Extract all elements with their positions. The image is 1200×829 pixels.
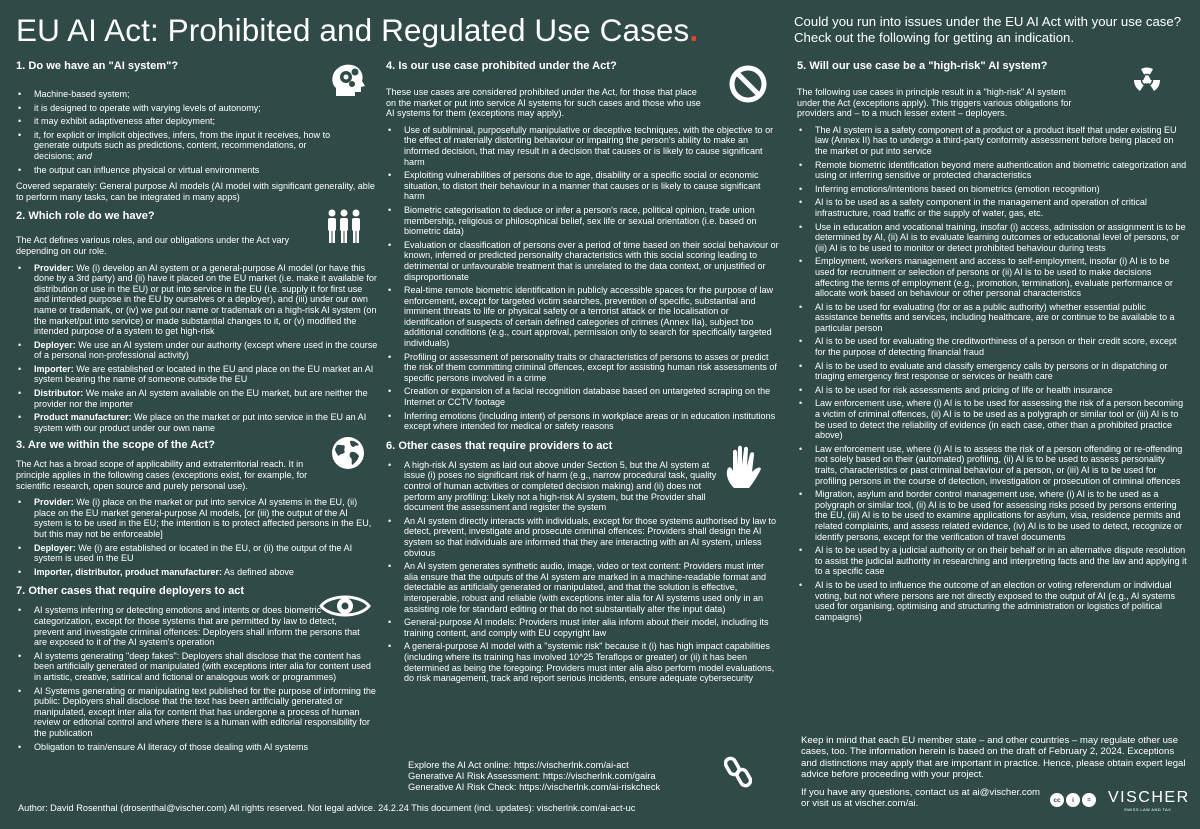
brand-logo: VISCHER — [1108, 789, 1190, 806]
section-deployers — [16, 585, 378, 752]
list-item: • AI is to be used for evaluating the creditworthiness of a person or their credit score, except for the purpose of detecting financial fraud — [797, 336, 1187, 357]
keep-in-mind-note: Keep in mind that each EU member state – and other countries – may regulate other use cases, too. The information herein is based on the draft of February 2, 2024. Exceptions and distinctions may apply that are important in practice. Hence, please obtain expert legal advice before proceeding with your project. — [801, 735, 1186, 780]
list-item: • Evaluation or classification of persons over a period of time based on their social behaviour or known, inferred or predicted personality characteristics with this social scoring leading to detrimental or unfavourable treatment that is unrelated to the data context, or unjustified or disproportionate — [386, 240, 779, 282]
link-riskcheck[interactable]: Generative AI Risk Check: https://vischerlnk.com/ai-riskcheck — [408, 782, 661, 792]
list-item: • Biometric categorisation to deduce or infer a person's race, political opinion, trade union membership, religious or philosophical belief, sex life or sexual orientation (i.e. based on biometric data) — [386, 205, 779, 237]
section-intro: These use cases are considered prohibited under the Act, for those that place on the market or put into service AI systems for such cases and those who use AI systems for them (exceptions may apply). — [386, 87, 701, 119]
list-item: • Use of subliminal, purposefully manipulative or deceptive techniques, with the objective to or the effect of materially distorting behaviour or impairing the person's ability to make an informed decision, that may result in a decision that causes or is likely to cause significant harm — [386, 125, 779, 167]
list-item: • AI is to be used to influence the outcome of an election or voting referendum or individual voting, but not where persons are not directly exposed to the output of AI (e.g., AI systems used for organising, optimising and structuring the administration or logistics of political campaigns) — [797, 580, 1187, 622]
list-item: • Profiling or assessment of personality traits or characteristics of persons to asses or predict the risk of them committing criminal offences, except for assisting human risk assessments of specific persons involved in a crime — [386, 352, 779, 384]
cc-icon: cc — [1050, 793, 1064, 807]
list-item: • A high-risk AI system as laid out above under Section 5, but the AI system at issue (i) poses no significant risk of harm (e.g., narrow procedural task, quality control of human activities or completed decision making) and (ii) does not perform any profiling: Likely not a high-risk AI system, but the Provider shall document the assessment and register the system — [386, 460, 779, 513]
people-group-icon — [324, 208, 364, 244]
column-2 — [386, 60, 779, 690]
column-3 — [797, 60, 1187, 628]
globe-icon — [330, 435, 366, 471]
section-heading: 1. Do we have an "AI system"? — [16, 60, 179, 72]
link-ai-act[interactable]: Explore the AI Act online: https://vischerlnk.com/ai-act — [408, 760, 629, 770]
list-item: • it is designed to operate with varying levels of autonomy; — [16, 103, 378, 114]
list-item: • Importer: We are established or located in the EU and place on the EU market an AI system bearing the name of someone outside the EU — [16, 364, 378, 385]
list-item: • Use in education and vocational training, insofar (i) access, admission or assignment is to be determined by AI, (ii) AI is to evaluate learning outcomes or educational level of persons, or (iii) AI is to be used to monitor or detect prohibited behaviour during tests — [797, 222, 1187, 254]
section-providers — [386, 440, 779, 684]
list-item: • it may exhibit adaptiveness after deployment; — [16, 116, 378, 127]
radiation-icon — [1127, 60, 1167, 100]
list-item: • it, for explicit or implicit objectives, infers, from the input it receives, how to generate outputs such as predictions, content, recommendations, or decisions; and — [16, 130, 378, 162]
page-title: EU AI Act: Prohibited and Regulated Use Cases. — [16, 12, 699, 48]
section-heading: 4. Is our use case prohibited under the Act? — [386, 60, 617, 72]
section-scope — [16, 439, 378, 577]
list-item: • Remote biometric identification beyond mere authentication and biometric categorization and using or inferring sensitive or protected characteristics — [797, 160, 1187, 181]
section-role — [16, 210, 378, 433]
list-item: • AI is to be used as a safety component in the management and operation of critical infrastructure, road traffic or the supply of water, gas, etc. — [797, 197, 1187, 218]
list-item: • An AI system directly interacts with individuals, except for those systems authorised by law to detect, prevent, investigate and prosecute criminal offences: Providers shall design the AI system so that individuals are informed that they are interacting with an AI system, unless obvious — [386, 516, 779, 558]
list-item: • Machine-based system; — [16, 89, 378, 100]
list-item: • General-purpose AI models: Providers must inter alia inform about their model, including its training content, and comply with EU copyright law — [386, 617, 779, 638]
link-gaira[interactable]: Generative AI Risk Assessment: https://vischerlnk.com/gaira — [408, 771, 656, 781]
section-high-risk — [797, 60, 1187, 622]
resource-links — [408, 760, 708, 793]
list-item: • Provider: We (i) place on the market or put into service AI systems in the EU, (ii) place on the EU market general-purpose AI models, [or (iii) the output of the AI system is to be used in the EU; the intention is to protect affected persons in the EU, but this may not be enforceable] — [16, 497, 378, 539]
section-intro: The following use cases in principle result in a "high-risk" AI system under the Act (exceptions apply). This triggers various obligations for providers and – to a much lesser extent – deployers. — [797, 87, 1072, 119]
list-item: • Deployer: We (i) are established or located in the EU, or (ii) the output of the AI system is used in the EU — [16, 543, 378, 564]
cc-license-badges — [1050, 793, 1096, 807]
title-dot: . — [689, 12, 699, 48]
list-item: • The AI system is a safety component of a product or a product itself that under existing EU law (Annex II) has to undergo a third-party conformity assessment before being placed on the market or put into service — [797, 125, 1187, 157]
prohibited-icon — [728, 64, 768, 104]
chain-link-icon — [724, 756, 752, 788]
list-item: • Inferring emotions (including intent) of persons in workplace areas or in education institutions except where intended for medical or safety reasons — [386, 411, 779, 432]
section-prohibited — [386, 60, 779, 432]
list-item: • Distributor: We make an AI system available on the EU market, but are neither the provider nor the importer — [16, 388, 378, 409]
list-item: • AI is to be used for evaluating (for or as a public authority) whether essential public assistance benefits and services, including healthcare, are or continue to be available to a particular person — [797, 302, 1187, 334]
section-note: Covered separately: General purpose AI models (AI model with significant generality, able to perform many tasks, can be integrated in many apps) — [16, 181, 375, 202]
section-intro: The Act defines various roles, and our obligations under the Act vary depending on our role. — [16, 235, 290, 256]
list-item: • AI Systems generating or manipulating text published for the purpose of informing the public: Deployers shall disclose that the text has been artificially generated or manipulated, except inter alia for content that has undergone a process of human review or editorial control and where there is a human with editorial responsibility for the publication — [16, 686, 378, 739]
list-item: • Importer, distributor, product manufacturer: As defined above — [16, 567, 378, 578]
list-item: • AI is to be used for risk assessments and pricing of life or health insurance — [797, 385, 1187, 396]
section-heading: 5. Will our use case be a "high-risk" AI system? — [797, 60, 1048, 72]
attribution-icon: i — [1066, 793, 1080, 807]
intro-text: Could you run into issues under the EU AI Act with your use case? Check out the following for getting an indication. — [794, 14, 1182, 45]
list-item: • AI systems inferring or detecting emotions and intents or does biometric categorization, except for those systems that are permitted by law to detect, prevent and investigate criminal offences: Deployers shall inform the persons that are exposed to it of the AI system's operation — [16, 605, 378, 647]
list-item: • Creation or expansion of a facial recognition database based on untargeted scraping on the Internet or CCTV footage — [386, 386, 779, 407]
list-item: • Inferring emotions/intentions based on biometrics (emotion recognition) — [797, 184, 1187, 195]
section-heading: 3. Are we within the scope of the Act? — [16, 439, 215, 452]
list-item: • Employment, workers management and access to self-employment, insofar (i) AI is to be used for recruitment or selection of persons or (ii) AI is to be used to make decisions affecting the terms of employment (e.g., promotion, termination), evaluate performance or allocate work based on behaviour or other personal characteristics — [797, 256, 1187, 298]
list-item: • Migration, asylum and border control management use, where (i) AI is to be used as a polygraph or similar tool, (ii) AI is to be used for assessing risks posed by persons entering the EU, (iii) AI is to be used to examine applications for asylum, visa, residence permits and related complaints, and assess related evidence, (iv) AI is to be used to detect, recognize or identify persons, except for the verification of travel documents — [797, 489, 1187, 542]
list-item: • AI systems generating "deep fakes": Deployers shall disclose that the content has been artificially generated or manipulated (with exceptions inter alia for content used in artistic, creative, satirical and fictional or analogous work or programmes) — [16, 651, 378, 683]
list-item: • An AI system generates synthetic audio, image, video or text content: Providers must inter alia ensure that the outputs of the AI system are marked in a machine-readable format and detectable as artificially generated or manipulated, and that the solution is effective, interoperable, robust and reliable (with exceptions inter alia for AI systems used only in an assisting role for standard editing or that do not substantially alter the input data) — [386, 561, 779, 614]
no-derivatives-icon: = — [1082, 793, 1096, 807]
section-heading: 6. Other cases that require providers to act — [386, 439, 613, 452]
list-item: • Exploiting vulnerabilities of persons due to age, disability or a specific social or economic situation, to distort their behaviour in a manner that causes or is likely to cause significant harm — [386, 170, 779, 202]
list-item: • A general-purpose AI model with a "systemic risk" because it (i) has high impact capabilities (including where its training has involved 10^25 Teraflops or greater) or (ii) it has been determined as being the foregoing: Providers must inter alia also perform model evaluations, do risk management, track and report serious incidents, ensure adequate cybersecurity — [386, 641, 779, 683]
list-item: • Deployer: We use an AI system under our authority (except where used in the course of a personal non-professional activity) — [16, 340, 378, 361]
brand-tagline: SWISS LAW AND TAX — [1124, 807, 1172, 812]
list-item: • Real-time remote biometric identification in publicly accessible spaces for the purpose of law enforcement, except for targeted victim searches, prevention of specific, substantial and imminent threats to life or physical safety or a terrorist attack or the localisation or identification of suspects of certain defined categories of crimes (Annex IIa), subject too additional conditions (e.g., court approval, permission only to search for specifically targeted individuals) — [386, 285, 779, 349]
list-item: • AI is to be used to evaluate and classify emergency calls by persons or in dispatching or triaging emergency first response or services or health care — [797, 361, 1187, 382]
footer: Author: David Rosenthal (drosenthal@vischer.com) All rights reserved. Not legal advice. 24.2.24 This document (incl. updates): vischerlnk.com/ai-act-uc — [18, 803, 636, 813]
list-item: • AI is to be used by a judicial authority or on their behalf or in an alternative dispute resolution to assist the judicial authority in researching and interpreting facts and the law and applying it to a specific case — [797, 545, 1187, 577]
list-item: • Law enforcement use, where (i) AI is to be used for assessing the risk of a person becoming a victim of criminal offences, (ii) AI is to be used as a polygraph or similar tool or (iii) AI is to be used to detect the reliability of evidence (in each case, other than a prohibited practice above) — [797, 398, 1187, 440]
section-heading: 2. Which role do we have? — [16, 210, 155, 223]
section-intro: The Act has a broad scope of applicability and extraterritorial reach. It in principle applies in the following cases (exceptions exist, for example, for scientific research, open source and purely personal use). — [16, 459, 308, 491]
column-1 — [16, 60, 378, 758]
list-item: • Obligation to train/ensure AI literacy of those dealing with AI systems — [16, 742, 378, 753]
contact-note: If you have any questions, contact us at ai@vischer.com or visit us at vischer.com/ai. — [801, 787, 1041, 810]
list-item: • Provider: We (i) develop an AI system or a general-purpose AI model (or have this done by a 3rd party) and (ii) have it placed on the EU market (i.e. make it available for distribution or use in the EU) or put into service in the EU (i.e. supply it for first use and intended purpose in the EU by ourselves or a deployer), and (iii) under our own name or trademark, or (iv) we put our name or trademark on a high-risk AI system (on the market/put into service) or made substantial changes to it, or (v) modified the intended purpose of a system to get high-risk — [16, 263, 378, 337]
list-item: • Law enforcement use, where (i) AI is to assess the risk of a person offending or re-offending not solely based on their (automated) profiling, (ii) AI is to be used to assess personality traits, characteristics or past criminal behaviour of a person, or (iii) AI is to be used for profiling persons in the course of detection, investigation or prosecution of criminal offences — [797, 444, 1187, 486]
list-item: • the output can influence physical or virtual environments — [16, 165, 378, 176]
section-ai-system — [16, 60, 378, 202]
section-heading: 7. Other cases that require deployers to act — [16, 585, 245, 598]
list-item: • Product manufacturer: We place on the market or put into service in the EU an AI system with our product under our own name — [16, 412, 378, 433]
